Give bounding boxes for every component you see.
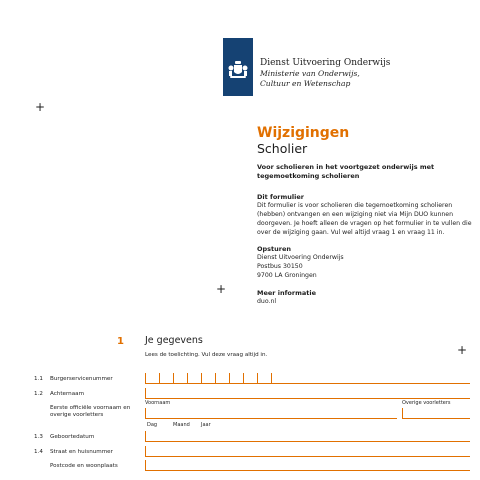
achternaam-input[interactable] (145, 387, 470, 399)
comb-divider (215, 373, 216, 383)
question-label-straat: Straat en huisnummer (50, 449, 113, 455)
field-start-tick (145, 460, 146, 470)
question-label-voornaam: Eerste officiële voornaam en overige voorletters (50, 405, 131, 418)
straat-input[interactable] (145, 445, 470, 457)
intro-heading-opsturen: Opsturen (257, 245, 292, 253)
form-subtitle: Scholier (257, 141, 308, 156)
comb-divider (257, 373, 258, 383)
question-label-postcode: Postcode en woonplaats (50, 463, 118, 469)
comb-divider (243, 373, 244, 383)
comb-divider (271, 373, 272, 383)
question-label-geboortedatum: Geboortedatum (50, 434, 95, 440)
info-link[interactable]: duo.nl (257, 298, 277, 305)
question-number: 1.1 (34, 376, 43, 382)
field-line (145, 441, 470, 442)
section-title: Je gegevens (145, 335, 203, 346)
form-lead: Voor scholieren in het voortgezet onderwijs met tegemoetkoming scholieren (257, 163, 435, 180)
question-number: 1.2 (34, 391, 43, 397)
org-subtitle: Ministerie van Onderwijs, Cultuur en Wetenschap (260, 69, 360, 88)
registration-mark-icon: + (35, 100, 46, 114)
geboortedatum-input[interactable] (145, 430, 470, 442)
registration-mark-icon: + (216, 282, 227, 296)
intro-heading-meer: Meer informatie (257, 289, 317, 297)
field-line (402, 418, 470, 419)
voornaam-input[interactable] (145, 407, 397, 419)
comb-divider (229, 373, 230, 383)
form-title: Wijzigingen (257, 125, 350, 141)
address-line: Postbus 30150 (257, 263, 303, 270)
comb-divider (159, 373, 160, 383)
caption-dag: Dag (147, 422, 158, 428)
postcode-input[interactable] (145, 459, 470, 471)
comb-divider (173, 373, 174, 383)
caption-maand: Maand (173, 422, 190, 428)
comb-divider (187, 373, 188, 383)
field-start-tick (145, 388, 146, 398)
section-number: 1 (117, 336, 124, 347)
question-label-bsn: Burgerservicenummer (50, 376, 113, 382)
coat-of-arms-icon (227, 60, 249, 80)
field-line (145, 470, 470, 471)
field-line (145, 383, 470, 384)
field-start-tick (145, 408, 146, 418)
field-start-tick (145, 446, 146, 456)
address-line: Dienst Uitvoering Onderwijs (257, 254, 344, 261)
registration-mark-icon: + (457, 343, 468, 357)
field-start-tick (145, 431, 146, 441)
question-number: 1.3 (34, 434, 43, 440)
caption-jaar: Jaar (201, 422, 211, 428)
caption-voorletters: Overige voorletters (402, 400, 451, 406)
question-number: 1.4 (34, 449, 43, 455)
field-line (145, 418, 397, 419)
question-label-achternaam: Achternaam (50, 391, 85, 397)
org-name: Dienst Uitvoering Onderwijs (260, 58, 391, 68)
voorletters-input[interactable] (402, 407, 470, 419)
bsn-input[interactable] (145, 372, 470, 384)
comb-divider (145, 373, 146, 383)
section-hint: Lees de toelichting. Vul deze vraag altijd in. (145, 352, 268, 358)
caption-voornaam: Voornaam (145, 400, 171, 406)
intro-heading-formulier: Dit formulier (257, 193, 304, 201)
field-start-tick (402, 408, 403, 418)
intro-text-formulier: Dit formulier is voor scholieren die tegemoetkoming scholieren (hebben) ontvangen en een wijziging niet via Mijn DUO kunnen doorgeven. Je hoeft alleen de vragen op het formulier in te vullen die over de wijziging gaan. Vul wel altijd vraag 1 en vraag 11 in. (257, 202, 472, 236)
field-line (145, 398, 470, 399)
comb-divider (201, 373, 202, 383)
field-line (145, 456, 470, 457)
address-line: 9700 LA Groningen (257, 272, 317, 279)
